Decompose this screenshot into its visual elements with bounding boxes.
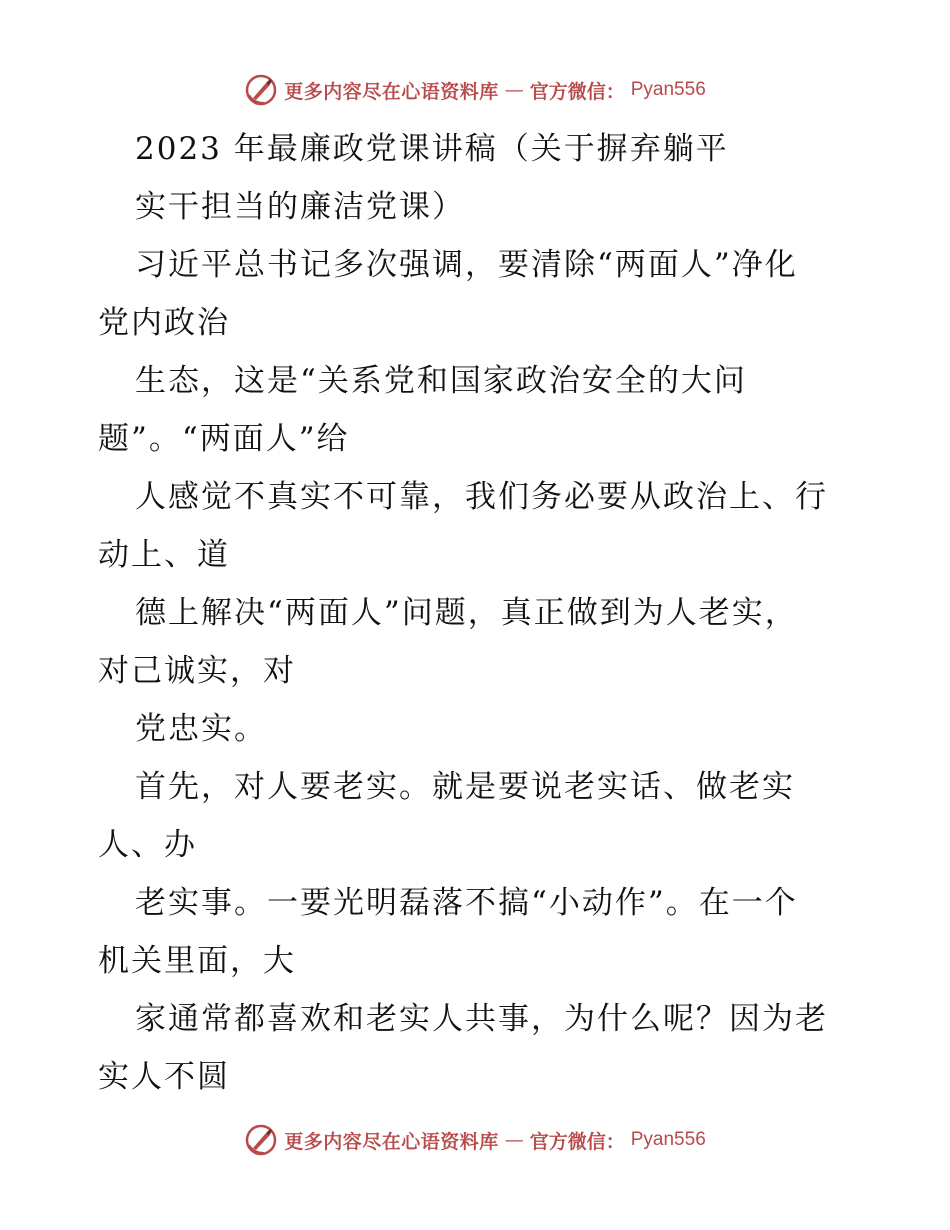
document-line: 党忠实。 — [135, 711, 267, 747]
document-line: 家通常都喜欢和老实人共事，为什么呢？因为老 — [135, 1001, 828, 1037]
document-line: 人、办 — [98, 827, 197, 863]
pen-logo-icon — [244, 73, 278, 107]
header-banner-text: 更多内容尽在心语资料库 — [284, 80, 499, 103]
footer-wechat-id: Pyan556 — [630, 1129, 706, 1150]
footer-banner — [0, 1120, 950, 1160]
footer-banner-dash: — — [504, 1129, 524, 1151]
header-banner — [0, 70, 950, 110]
document-line: 老实事。一要光明磊落不搞“小动作”。在一个 — [135, 885, 798, 921]
header-banner-inner — [244, 73, 706, 107]
document-line: 党内政治 — [98, 305, 230, 341]
footer-banner-text: 更多内容尽在心语资料库 — [284, 1130, 499, 1153]
footer-wechat-label: 官方微信： — [529, 1130, 625, 1153]
document-line: 习近平总书记多次强调，要清除“两面人”净化 — [135, 247, 798, 283]
pen-logo-icon — [244, 1123, 278, 1157]
document-line: 首先，对人要老实。就是要说老实话、做老实 — [135, 769, 795, 805]
header-wechat-id: Pyan556 — [630, 79, 706, 100]
document-line: 2023 年最廉政党课讲稿（关于摒弃躺平 — [135, 131, 729, 167]
document-line: 对己诚实，对 — [98, 653, 296, 689]
header-wechat-label: 官方微信： — [529, 80, 625, 103]
document-line: 题”。“两面人”给 — [98, 421, 350, 457]
header-banner-dash: — — [504, 79, 524, 101]
document-line: 实干担当的廉洁党课） — [135, 189, 465, 225]
document-line: 人感觉不真实不可靠，我们务必要从政治上、行 — [135, 479, 828, 515]
footer-banner-inner — [244, 1123, 706, 1157]
document-line: 生态，这是“关系党和国家政治安全的大问 — [135, 363, 747, 399]
document-line: 机关里面，大 — [98, 943, 296, 979]
document-line: 德上解决“两面人”问题，真正做到为人老实， — [135, 595, 798, 631]
document-line: 动上、道 — [98, 537, 230, 573]
document-body — [98, 120, 858, 1106]
document-line: 实人不圆 — [98, 1059, 230, 1095]
